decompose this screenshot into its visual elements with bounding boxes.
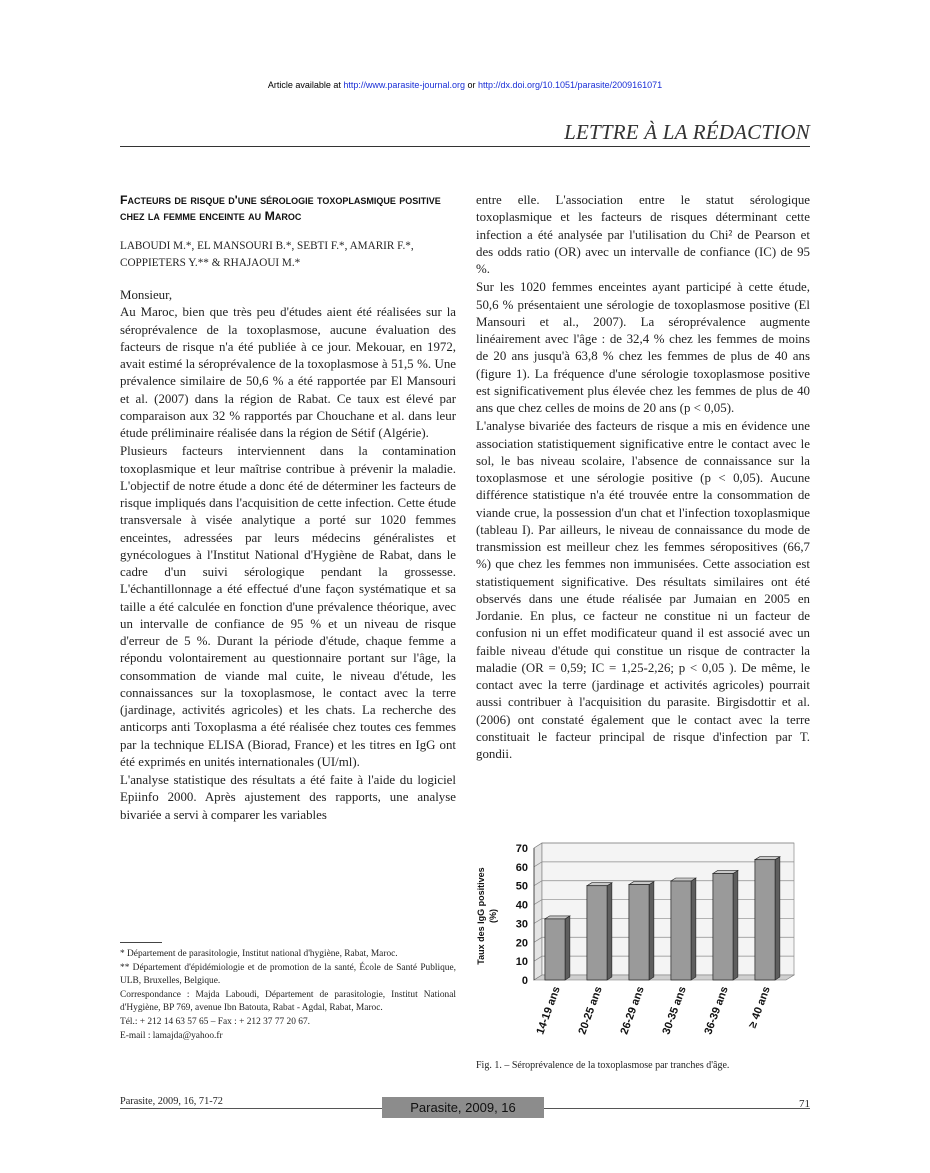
footnote: Tél.: + 212 14 63 57 65 – Fax : + 212 37 77 20 67. — [120, 1016, 310, 1027]
bar-side — [607, 883, 612, 980]
paragraph: Au Maroc, bien que très peu d'études aient été réalisées sur la séroprévalence de la toxoplasmose, aucune évaluation des facteurs de risque n'a été publiée à ce jour. Mekouar, en 1972, avait estimé la séroprévalence de la toxoplasmose à 51,5 %. Une prévalence similaire de 50,6 % a été rapportée par El Mansouri et al. (2007) dans la région de Rabat. Ce taux est élevé par comparaison aux 32 % rapportés par Chouchane et al. dans leur étude préliminaire réalisée dans la région de Sétif (Algérie). — [120, 305, 456, 440]
y-tick-label: 10 — [515, 956, 528, 969]
x-tick-label: 20-25 ans — [576, 984, 605, 1037]
footnotes — [120, 948, 456, 1043]
footnote-rule — [120, 942, 162, 943]
section-heading: LETTRE À LA RÉDACTION — [564, 120, 810, 144]
bar-side — [733, 870, 738, 980]
availability-prefix: Article available at — [267, 80, 344, 90]
or-text: or — [464, 80, 478, 90]
author-list: LABOUDI M.*, EL MANSOURI B.*, SEBTI F.*, AMARIR F.*, COPPIETERS Y.** & RHAJAOUI M.* — [120, 240, 414, 269]
y-tick-label: 70 — [515, 843, 528, 855]
bar — [587, 886, 607, 980]
x-tick-label: 26-29 ans — [618, 984, 647, 1037]
footnote: E-mail : lamajda@yahoo.fr — [120, 1030, 223, 1041]
footnote: ** Département d'épidémiologie et de promotion de la santé, École de Santé Publique, ULB, Bruxelles, Belgique. — [120, 962, 456, 987]
bar-top — [713, 870, 738, 873]
bar — [671, 881, 691, 980]
paragraph: L'analyse statistique des résultats a été faite à l'aide du logiciel Epiinfo 2000. Après ajustement des rapports, une analyse bivariée a servi à comparer les variables — [120, 773, 456, 822]
bar-top — [587, 883, 612, 886]
availability-line — [0, 80, 930, 90]
x-tick-label: ≥ 40 ans — [746, 984, 773, 1030]
figure-caption: Fig. 1. – Séroprévalence de la toxoplasmose par tranches d'âge. — [476, 1060, 730, 1071]
y-tick-label: 50 — [515, 880, 528, 893]
figure-1-chart — [476, 838, 810, 1060]
paragraph: L'analyse bivariée des facteurs de risque a mis en évidence une association statistiquement significative entre le contact avec le sol, le bas niveau scolaire, l'absence de connaissance sur la toxoplasmose et une sérologie positive (p < 0,05). Aucune différence statistique n'a été trouvée entre la consommation de viande crue, la possession d'un chat et l'infection toxoplasmique (tableau I). Par ailleurs, le niveau de connaissance du mode de transmission est meilleur chez les femmes séropositives (66,7 %) que chez les femmes non immunisées. Cette association est statistiquement significative. Des résultats similaires ont été observés dans une étude réalisée par Jumaian en 2005 en Jordanie. En plus, ce facteur ne constitue ni un facteur de confusion ni un effet modificateur quand il est associé avec un faible niveau d'étude qui constitue un risque de contracter la maladie (OR = 0,59; IC = 1,25-2,26; p < 0,05 ). De même, le contact avec la terre (jardinage et activités agricoles) pourrait aussi contribuer à l'acquisition du parasite. Birgisdottir et al. (2006) ont constaté également que le contact avec la terre constituait le facteur principal de risque d'infection par T. gondii. — [476, 419, 810, 761]
bar-top — [629, 882, 654, 885]
left-column — [120, 192, 456, 824]
y-axis-title: Taux des IgG positives (%) — [476, 867, 498, 965]
bar — [713, 873, 733, 980]
bar-chart — [476, 838, 810, 1060]
journal-link[interactable]: http://www.parasite-journal.org — [343, 80, 465, 90]
y-tick-label: 0 — [521, 975, 528, 987]
x-tick-label: 14-19 ans — [534, 984, 563, 1037]
bar-side — [775, 857, 780, 980]
y-tick-label: 40 — [515, 899, 528, 912]
y-tick-label: 30 — [515, 918, 528, 931]
footnote: Correspondance : Majda Laboudi, Département de parasitologie, Institut National d'Hygiène, BP 769, avenue Ibn Batouta, Rabat - Agdal, Rabat, Maroc. — [120, 989, 456, 1014]
bar — [629, 885, 649, 980]
chart-side-wall — [534, 843, 542, 980]
doi-link[interactable]: http://dx.doi.org/10.1051/parasite/2009161071 — [477, 80, 663, 90]
bar — [755, 860, 775, 980]
salutation: Monsieur, — [120, 288, 173, 302]
x-tick-label: 36-39 ans — [702, 984, 731, 1037]
bar-top — [671, 878, 696, 881]
paragraph: entre elle. L'association entre le statut sérologique toxoplasmique et les facteurs de risques déterminant cette infection a été analysée par l'utilisation du Chi² de Pearson et des odds ratio (OR) avec un intervalle de confiance (IC) de 95 %. — [476, 193, 810, 276]
article-title: Facteurs de risque d'une sérologie toxoplasmique positive chez la femme enceinte au Maroc — [120, 193, 441, 223]
footnote: * Département de parasitologie, Institut national d'hygiène, Rabat, Maroc. — [120, 949, 398, 959]
bar-top — [755, 857, 780, 860]
bar-top — [545, 916, 570, 919]
bar-side — [691, 878, 696, 980]
y-tick-label: 20 — [515, 937, 528, 950]
y-tick-label: 60 — [515, 861, 528, 874]
bar-side — [649, 882, 654, 980]
paragraph: Plusieurs facteurs interviennent dans la contamination toxoplasmique et leur maîtrise contribue à prévenir la maladie. L'objectif de notre étude a donc été de déterminer les facteurs de risque impliqués dans l'acquisition de cette infection. Cette étude transversale à visée analytique a porté sur 1020 femmes enceintes, adressées par leurs médecins généralistes et gynécologues à l'Institut National d'Hygiène de Rabat, dans le cadre d'un suivi sérologique pendant la grossesse. L'échantillonnage a été effectué d'une façon systématique et sa taille a été calculée en fonction d'une prévalence théorique, avec un intervalle de confiance de 95 % et un niveau de risque d'erreur de 5 %. Durant la période d'étude, chaque femme a répondu volontairement au questionnaire portant sur l'âge, la consommation de viande mal cuite, le niveau d'étude, les connaissances sur la toxoplasmose, le contact avec la terre (jardinage, activités agricoles) et les chats. La recherche des anticorps anti Toxoplasma a été réalisée chez toutes ces femmes par la technique ELISA (Biorad, France) et les titres en IgG ont été exprimés en unités internationales (UI/ml). — [120, 444, 456, 769]
right-column — [476, 192, 810, 763]
x-tick-label: 30-35 ans — [660, 984, 689, 1037]
footer-citation: Parasite, 2009, 16, 71-72 — [120, 1096, 223, 1107]
page-number: 71 — [799, 1098, 810, 1110]
header-rule — [120, 146, 810, 147]
bar — [545, 919, 565, 980]
bar-side — [565, 916, 570, 980]
paragraph: Sur les 1020 femmes enceintes ayant participé à cette étude, 50,6 % présentaient une sérologie de toxoplasmose positive (El Mansouri et al., 2007). La séroprévalence augmente linéairement avec l'âge : de 32,4 % chez les femmes de moins de 20 ans jusqu'à 63,8 % chez les femmes de plus de 40 ans (figure 1). La fréquence d'une sérologie toxoplasmose positive est significativement plus élevée chez les femmes de plus de 40 ans que chez celles de moins de 20 ans (p < 0,05). — [476, 280, 810, 415]
footer-journal-box: Parasite, 2009, 16 — [382, 1097, 544, 1118]
